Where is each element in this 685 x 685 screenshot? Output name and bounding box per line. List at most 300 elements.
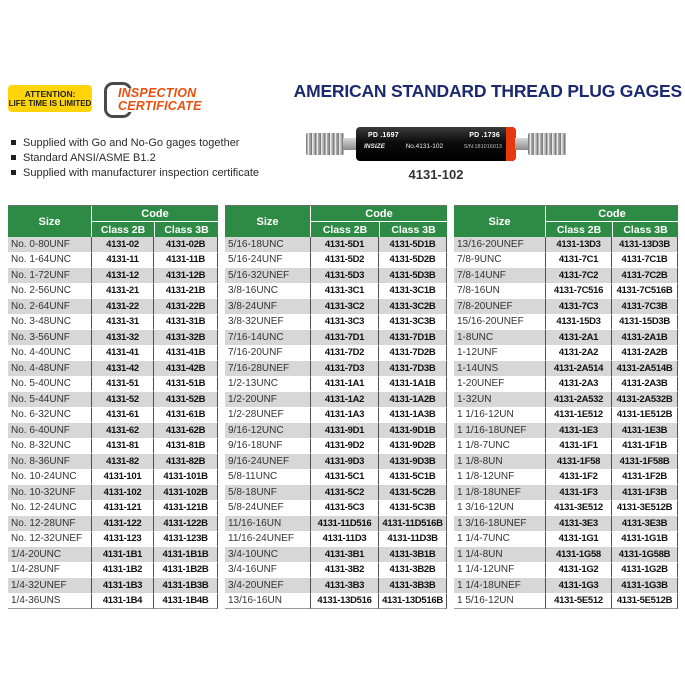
table-row [225, 578, 447, 594]
size-cell: 1 1/8-18UNEF [454, 485, 546, 501]
table-row [225, 237, 447, 253]
size-cell: 5/8-11UNC [225, 470, 311, 486]
class-2b-code-cell: 4131-12 [92, 268, 154, 284]
class-3b-code-cell: 4131-1B1B [154, 547, 218, 563]
class-3b-code-cell: 4131-1F1B [612, 439, 678, 455]
class-2b-code-cell: 4131-2A532 [546, 392, 612, 408]
table-row [8, 330, 218, 346]
size-cell: 1 3/16-12UN [454, 501, 546, 517]
class-2b-code-cell: 4131-41 [92, 346, 154, 362]
class-3b-code-cell: 4131-2A532B [612, 392, 678, 408]
class-2b-code-cell: 4131-13D3 [546, 237, 612, 253]
class-2b-code-cell: 4131-3C1 [311, 284, 379, 300]
feature-text: Supplied with manufacturer inspection certificate [23, 167, 260, 179]
class-3b-code-cell: 4131-7C3B [612, 299, 678, 315]
class-3b-code-cell: 4131-7D2B [379, 346, 447, 362]
size-cell: No. 6-32UNC [8, 408, 92, 424]
class-3b-code-cell: 4131-2A3B [612, 377, 678, 393]
class-2b-code-cell: 4131-7C1 [546, 253, 612, 269]
page-title: AMERICAN STANDARD THREAD PLUG GAGES [293, 81, 682, 101]
class-2b-code-cell: 4131-61 [92, 408, 154, 424]
gage-model-number: No.4131-102 [405, 143, 444, 150]
class-2b-header: Class 2B [546, 221, 612, 237]
size-cell: 1 1/8-7UNC [454, 439, 546, 455]
class-3b-code-cell: 4131-5C2B [379, 485, 447, 501]
class-3b-code-cell: 4131-1A3B [379, 408, 447, 424]
size-cell: 1/4-32UNEF [8, 578, 92, 594]
class-2b-code-cell: 4131-02 [92, 237, 154, 253]
size-cell: 1/2-13UNC [225, 377, 311, 393]
class-2b-header: Class 2B [311, 221, 379, 237]
table-row [454, 315, 678, 331]
class-3b-code-cell: 4131-5D1B [379, 237, 447, 253]
table-row [225, 485, 447, 501]
class-2b-code-cell: 4131-7C2 [546, 268, 612, 284]
table-row [454, 485, 678, 501]
class-2b-code-cell: 4131-1F1 [546, 439, 612, 455]
attention-line2: LIFE TIME IS LIMITED [8, 99, 92, 108]
attention-line1: ATTENTION: [24, 89, 76, 99]
table-row [8, 563, 218, 579]
size-cell: No. 1-72UNF [8, 268, 92, 284]
size-cell: 1-14UNS [454, 361, 546, 377]
certificate-line1: INSPECTION [118, 86, 197, 100]
class-2b-code-cell: 4131-22 [92, 299, 154, 315]
class-3b-code-cell: 4131-42B [154, 361, 218, 377]
size-cell: 3/8-32UNEF [225, 315, 311, 331]
table-row [8, 454, 218, 470]
size-cell: 1-32UN [454, 392, 546, 408]
table-row [454, 361, 678, 377]
class-3b-code-cell: 4131-1A2B [379, 392, 447, 408]
class-2b-code-cell: 4131-1E512 [546, 408, 612, 424]
class-2b-code-cell: 4131-1F2 [546, 470, 612, 486]
class-3b-code-cell: 4131-61B [154, 408, 218, 424]
class-2b-code-cell: 4131-1B1 [92, 547, 154, 563]
class-2b-code-cell: 4131-123 [92, 532, 154, 548]
table-body [8, 237, 218, 609]
class-2b-code-cell: 4131-5C3 [311, 501, 379, 517]
table-row [8, 516, 218, 532]
class-3b-code-cell: 4131-5D3B [379, 268, 447, 284]
size-cell: 1 1/4-8UN [454, 547, 546, 563]
class-3b-code-cell: 4131-3E512B [612, 501, 678, 517]
class-2b-code-cell: 4131-3B3 [311, 578, 379, 594]
class-2b-code-cell: 4131-1A3 [311, 408, 379, 424]
table-body [454, 237, 678, 609]
inspection-certificate-logo [104, 82, 214, 120]
class-2b-code-cell: 4131-82 [92, 454, 154, 470]
class-3b-code-cell: 4131-13D3B [612, 237, 678, 253]
size-cell: 1/2-28UNEF [225, 408, 311, 424]
table-row [225, 253, 447, 269]
size-cell: 13/16-20UNEF [454, 237, 546, 253]
class-3b-code-cell: 4131-81B [154, 439, 218, 455]
table-row [454, 299, 678, 315]
class-3b-code-cell: 4131-82B [154, 454, 218, 470]
size-cell: No. 3-56UNF [8, 330, 92, 346]
class-2b-code-cell: 4131-1B2 [92, 563, 154, 579]
table-row [454, 268, 678, 284]
class-3b-code-cell: 4131-3C3B [379, 315, 447, 331]
class-2b-code-cell: 4131-101 [92, 470, 154, 486]
size-cell: 1 5/16-12UN [454, 594, 546, 610]
class-3b-code-cell: 4131-11D3B [379, 532, 447, 548]
size-cell: No. 12-24UNC [8, 501, 92, 517]
size-column-header: Size [225, 206, 311, 237]
table-row [454, 377, 678, 393]
table-row [454, 346, 678, 362]
size-cell: 3/8-24UNF [225, 299, 311, 315]
class-3b-code-cell: 4131-32B [154, 330, 218, 346]
table-row [454, 237, 678, 253]
size-cell: No. 12-32UNEF [8, 532, 92, 548]
class-3b-code-cell: 4131-1B4B [154, 594, 218, 610]
table-row [8, 237, 218, 253]
class-3b-code-cell: 4131-12B [154, 268, 218, 284]
class-2b-code-cell: 4131-5D2 [311, 253, 379, 269]
table-row [225, 470, 447, 486]
class-2b-code-cell: 4131-3C3 [311, 315, 379, 331]
class-3b-header: Class 3B [612, 221, 678, 237]
class-2b-code-cell: 4131-1G3 [546, 578, 612, 594]
table-row [454, 578, 678, 594]
size-column-header: Size [8, 206, 92, 237]
table-row [454, 501, 678, 517]
gage-caption: 4131-102 [408, 167, 464, 182]
size-cell: 1 1/8-12UNF [454, 470, 546, 486]
table-row [8, 377, 218, 393]
table-body [225, 237, 447, 609]
table-row [225, 377, 447, 393]
size-cell: 7/16-14UNC [225, 330, 311, 346]
class-2b-code-cell: 4131-11 [92, 253, 154, 269]
size-cell: 7/8-16UN [454, 284, 546, 300]
class-3b-code-cell: 4131-101B [154, 470, 218, 486]
class-2b-code-cell: 4131-1F3 [546, 485, 612, 501]
size-cell: 1-8UNC [454, 330, 546, 346]
feature-item [11, 136, 259, 151]
class-3b-code-cell: 4131-51B [154, 377, 218, 393]
class-2b-code-cell: 4131-13D516 [311, 594, 379, 610]
size-cell: 5/16-18UNC [225, 237, 311, 253]
gage-shaft-left [343, 138, 357, 150]
class-2b-code-cell: 4131-32 [92, 330, 154, 346]
tables-container [8, 205, 678, 609]
certificate-line2: CERTIFICATE [118, 98, 202, 113]
class-3b-code-cell: 4131-9D2B [379, 439, 447, 455]
table-row [225, 501, 447, 517]
size-cell: 1/4-20UNC [8, 547, 92, 563]
feature-item [11, 151, 259, 166]
size-cell: 1 1/8-8UN [454, 454, 546, 470]
class-2b-code-cell: 4131-7C516 [546, 284, 612, 300]
class-3b-code-cell: 4131-62B [154, 423, 218, 439]
gage-thread-right [528, 133, 566, 155]
table-row [454, 253, 678, 269]
class-3b-code-cell: 4131-31B [154, 315, 218, 331]
feature-text: Standard ANSI/ASME B1.2 [23, 152, 156, 164]
class-3b-code-cell: 4131-3C1B [379, 284, 447, 300]
table-row [225, 547, 447, 563]
gage-thread-left [306, 133, 344, 155]
class-2b-code-cell: 4131-1E3 [546, 423, 612, 439]
table-row [225, 392, 447, 408]
class-2b-code-cell: 4131-52 [92, 392, 154, 408]
class-3b-code-cell: 4131-41B [154, 346, 218, 362]
class-3b-header: Class 3B [379, 221, 447, 237]
table-row [454, 516, 678, 532]
class-3b-code-cell: 4131-52B [154, 392, 218, 408]
class-3b-code-cell: 4131-1E3B [612, 423, 678, 439]
table-row [225, 516, 447, 532]
class-2b-code-cell: 4131-3C2 [311, 299, 379, 315]
class-3b-code-cell: 4131-13D516B [379, 594, 447, 610]
class-2b-code-cell: 4131-5C2 [311, 485, 379, 501]
class-3b-code-cell: 4131-1F58B [612, 454, 678, 470]
class-2b-header: Class 2B [92, 221, 154, 237]
table-row [8, 299, 218, 315]
feature-item [11, 166, 259, 181]
size-cell: 7/8-9UNC [454, 253, 546, 269]
class-3b-code-cell: 4131-5C1B [379, 470, 447, 486]
class-2b-code-cell: 4131-31 [92, 315, 154, 331]
class-2b-code-cell: 4131-7D1 [311, 330, 379, 346]
class-2b-code-cell: 4131-5D3 [311, 268, 379, 284]
table-row [225, 330, 447, 346]
class-3b-code-cell: 4131-7D1B [379, 330, 447, 346]
feature-text: Supplied with Go and No-Go gages together [23, 137, 240, 149]
table-row [454, 423, 678, 439]
table-row [454, 439, 678, 455]
size-code-table-1 [8, 205, 218, 609]
size-cell: No. 10-32UNF [8, 485, 92, 501]
table-row [454, 392, 678, 408]
size-cell: 1-12UNF [454, 346, 546, 362]
class-2b-code-cell: 4131-121 [92, 501, 154, 517]
gage-brand-logo: INSIZE [364, 143, 385, 150]
class-2b-code-cell: 4131-5C1 [311, 470, 379, 486]
size-cell: 9/16-18UNF [225, 439, 311, 455]
size-cell: No. 4-40UNC [8, 346, 92, 362]
table-row [8, 594, 218, 610]
table-row [8, 408, 218, 424]
table-row [8, 284, 218, 300]
class-3b-code-cell: 4131-3C2B [379, 299, 447, 315]
size-cell: No. 8-32UNC [8, 439, 92, 455]
table-row [225, 532, 447, 548]
table-row [225, 315, 447, 331]
size-cell: No. 2-64UNF [8, 299, 92, 315]
table-row [8, 532, 218, 548]
class-3b-code-cell: 4131-1G3B [612, 578, 678, 594]
table-row [225, 423, 447, 439]
class-3b-code-cell: 4131-1G1B [612, 532, 678, 548]
size-cell: 1/2-20UNF [225, 392, 311, 408]
size-column-header: Size [454, 206, 546, 237]
table-row [225, 594, 447, 610]
class-2b-code-cell: 4131-122 [92, 516, 154, 532]
class-3b-code-cell: 4131-5D2B [379, 253, 447, 269]
bullet-square-icon [11, 155, 16, 160]
class-3b-code-cell: 4131-1F2B [612, 470, 678, 486]
class-2b-code-cell: 4131-42 [92, 361, 154, 377]
size-cell: 13/16-16UN [225, 594, 311, 610]
size-cell: No. 3-48UNC [8, 315, 92, 331]
code-column-header: Code [92, 206, 218, 221]
class-3b-code-cell: 4131-5C3B [379, 501, 447, 517]
class-3b-code-cell: 4131-3B3B [379, 578, 447, 594]
table-row [225, 563, 447, 579]
size-cell: 1 3/16-18UNEF [454, 516, 546, 532]
class-2b-code-cell: 4131-2A1 [546, 330, 612, 346]
class-2b-code-cell: 4131-5D1 [311, 237, 379, 253]
table-row [225, 361, 447, 377]
class-2b-code-cell: 4131-2A2 [546, 346, 612, 362]
table-row [8, 470, 218, 486]
table-row [454, 532, 678, 548]
class-3b-code-cell: 4131-122B [154, 516, 218, 532]
size-cell: No. 5-44UNF [8, 392, 92, 408]
size-cell: 5/16-32UNEF [225, 268, 311, 284]
table-row [225, 284, 447, 300]
size-cell: No. 8-36UNF [8, 454, 92, 470]
class-2b-code-cell: 4131-1A1 [311, 377, 379, 393]
table-row [454, 563, 678, 579]
class-3b-code-cell: 4131-121B [154, 501, 218, 517]
table-row [225, 439, 447, 455]
size-cell: 7/16-28UNEF [225, 361, 311, 377]
class-3b-code-cell: 4131-1G58B [612, 547, 678, 563]
class-3b-code-cell: 4131-2A514B [612, 361, 678, 377]
size-cell: 11/16-16UN [225, 516, 311, 532]
table-row [454, 594, 678, 610]
class-2b-code-cell: 4131-1B3 [92, 578, 154, 594]
size-cell: 1/4-36UNS [8, 594, 92, 610]
class-3b-code-cell: 4131-3B2B [379, 563, 447, 579]
class-2b-code-cell: 4131-102 [92, 485, 154, 501]
code-column-header: Code [546, 206, 678, 221]
class-3b-code-cell: 4131-1B3B [154, 578, 218, 594]
table-row [8, 501, 218, 517]
class-2b-code-cell: 4131-51 [92, 377, 154, 393]
class-2b-code-cell: 4131-1G2 [546, 563, 612, 579]
table-row [8, 423, 218, 439]
size-cell: No. 10-24UNC [8, 470, 92, 486]
size-cell: 1 1/16-18UNEF [454, 423, 546, 439]
class-3b-code-cell: 4131-1F3B [612, 485, 678, 501]
table-row [454, 408, 678, 424]
table-row [454, 454, 678, 470]
class-3b-code-cell: 4131-11D516B [379, 516, 447, 532]
size-code-table-2 [225, 205, 447, 609]
class-3b-code-cell: 4131-02B [154, 237, 218, 253]
size-cell: 1 1/4-7UNC [454, 532, 546, 548]
thread-plug-gage-image [306, 127, 566, 185]
class-3b-code-cell: 4131-3E3B [612, 516, 678, 532]
class-2b-code-cell: 4131-2A3 [546, 377, 612, 393]
table-row [225, 454, 447, 470]
table-row [225, 268, 447, 284]
bullet-square-icon [11, 140, 16, 145]
table-row [225, 299, 447, 315]
table-row [8, 392, 218, 408]
gage-body [356, 127, 516, 161]
class-3b-code-cell: 4131-9D1B [379, 423, 447, 439]
size-cell: 9/16-24UNEF [225, 454, 311, 470]
size-cell: 1 1/4-18UNEF [454, 578, 546, 594]
class-3b-code-cell: 4131-3B1B [379, 547, 447, 563]
class-3b-code-cell: 4131-123B [154, 532, 218, 548]
class-3b-code-cell: 4131-102B [154, 485, 218, 501]
table-row [8, 578, 218, 594]
gage-pd-left-label: PD .1697 [368, 132, 399, 139]
attention-badge [8, 85, 92, 112]
class-2b-code-cell: 4131-7D3 [311, 361, 379, 377]
class-2b-code-cell: 4131-5E512 [546, 594, 612, 610]
code-column-header: Code [311, 206, 447, 221]
table-row [8, 439, 218, 455]
size-cell: 1 1/16-12UN [454, 408, 546, 424]
size-cell: No. 1-64UNC [8, 253, 92, 269]
table-row [454, 470, 678, 486]
size-cell: No. 6-40UNF [8, 423, 92, 439]
size-cell: 1 1/4-12UNF [454, 563, 546, 579]
size-cell: 3/8-16UNC [225, 284, 311, 300]
class-2b-code-cell: 4131-11D3 [311, 532, 379, 548]
gage-serial-number: S/N:181016013 [463, 144, 502, 150]
table-row [8, 485, 218, 501]
gage-pd-right-label: PD .1736 [469, 132, 500, 139]
table-row [8, 361, 218, 377]
size-cell: No. 5-40UNC [8, 377, 92, 393]
size-cell: 11/16-24UNEF [225, 532, 311, 548]
class-2b-code-cell: 4131-9D1 [311, 423, 379, 439]
class-2b-code-cell: 4131-62 [92, 423, 154, 439]
table-row [8, 547, 218, 563]
size-cell: 7/8-14UNF [454, 268, 546, 284]
class-3b-code-cell: 4131-2A1B [612, 330, 678, 346]
class-2b-code-cell: 4131-3B2 [311, 563, 379, 579]
class-3b-code-cell: 4131-1B2B [154, 563, 218, 579]
class-3b-code-cell: 4131-7C516B [612, 284, 678, 300]
table-row [225, 408, 447, 424]
class-3b-code-cell: 4131-7C2B [612, 268, 678, 284]
class-2b-code-cell: 4131-15D3 [546, 315, 612, 331]
class-3b-code-cell: 4131-1A1B [379, 377, 447, 393]
class-2b-code-cell: 4131-9D3 [311, 454, 379, 470]
size-cell: No. 4-48UNF [8, 361, 92, 377]
class-3b-code-cell: 4131-15D3B [612, 315, 678, 331]
size-cell: No. 12-28UNF [8, 516, 92, 532]
table-row [8, 346, 218, 362]
class-2b-code-cell: 4131-81 [92, 439, 154, 455]
class-3b-code-cell: 4131-21B [154, 284, 218, 300]
class-3b-code-cell: 4131-7D3B [379, 361, 447, 377]
class-2b-code-cell: 4131-1G58 [546, 547, 612, 563]
size-cell: No. 0-80UNF [8, 237, 92, 253]
size-code-table-3 [454, 205, 678, 609]
class-3b-code-cell: 4131-22B [154, 299, 218, 315]
class-2b-code-cell: 4131-1B4 [92, 594, 154, 610]
class-3b-code-cell: 4131-7C1B [612, 253, 678, 269]
class-3b-code-cell: 4131-11B [154, 253, 218, 269]
table-row [454, 547, 678, 563]
size-cell: 7/16-20UNF [225, 346, 311, 362]
table-row [454, 284, 678, 300]
size-cell: 1/4-28UNF [8, 563, 92, 579]
class-2b-code-cell: 4131-3B1 [311, 547, 379, 563]
